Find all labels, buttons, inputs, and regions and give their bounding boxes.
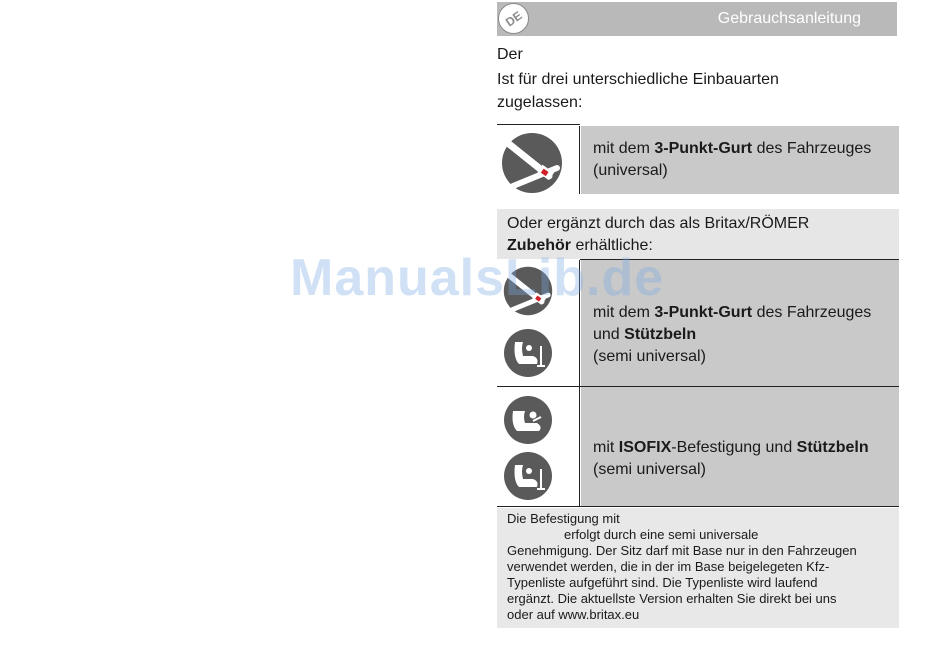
footnote-line6: ergänzt. Die aktuellste Version erhalten Sie direkt bei uns xyxy=(507,591,837,606)
support-leg-icon xyxy=(503,451,553,501)
row-semi-isofix xyxy=(497,387,899,506)
language-badge-label: DE xyxy=(502,7,525,30)
footnote-line4: verwendet werden, die in der im Base beigelegeten Kfz- xyxy=(507,559,830,574)
footnote-line5: Typenliste aufgeführt sind. Die Typenliste wird laufend xyxy=(507,575,818,590)
text: mit dem xyxy=(593,140,655,157)
accessory-line1: Oder ergänzt durch das als Britax/RÖMER xyxy=(507,215,810,232)
row-semi-belt-line3: (semi universal) xyxy=(593,348,706,365)
text-bold: ISOFIX xyxy=(618,439,672,456)
seatbelt-icon xyxy=(501,132,563,194)
text-bold: 3-Punkt-Gurt xyxy=(654,304,753,321)
text: des Fahrzeuges xyxy=(752,304,872,321)
divider xyxy=(497,124,580,125)
footnote-box xyxy=(497,508,899,628)
divider xyxy=(579,126,580,194)
footnote-line1: Die Befestigung mit xyxy=(507,511,620,526)
row-universal-line2: (universal) xyxy=(593,162,668,179)
text-bold: Zubehör xyxy=(507,237,571,254)
text: und xyxy=(593,326,625,343)
intro-line-3: zugelassen: xyxy=(497,94,583,111)
row-semi-isofix-line2: (semi universal) xyxy=(593,461,706,478)
footnote-line2: erfolgt durch eine semi universale xyxy=(564,527,759,542)
language-badge xyxy=(498,3,529,34)
text: mit dem xyxy=(593,304,655,321)
text: mit xyxy=(593,439,619,456)
footnote-line3: Genehmigung. Der Sitz darf mit Base nur in den Fahrzeugen xyxy=(507,543,857,558)
intro-line-2: Ist für drei unterschiedliche Einbauarten xyxy=(497,71,779,88)
text-bold: 3-Punkt-Gurt xyxy=(654,140,753,157)
footnote-line7: oder auf www.britax.eu xyxy=(507,607,640,622)
header-title: Gebrauchsanleitung xyxy=(717,10,861,27)
text-bold: Stützbeln xyxy=(624,326,697,343)
isofix-icon xyxy=(503,395,553,445)
divider xyxy=(497,506,899,507)
row-semi-isofix-text xyxy=(581,387,899,506)
header-bar xyxy=(497,2,897,36)
divider xyxy=(579,387,580,506)
icon-column xyxy=(497,387,581,506)
text: erhältliche: xyxy=(571,237,653,254)
row-universal-text xyxy=(581,126,899,194)
support-leg-icon xyxy=(503,328,553,378)
intro-line-1: Der xyxy=(497,46,523,63)
row-universal xyxy=(497,126,899,194)
text: des Fahrzeuges xyxy=(752,140,872,157)
footnote-text xyxy=(507,511,892,623)
row-semi-belt-line2 xyxy=(593,324,696,346)
watermark: ManualsLib.de xyxy=(290,249,665,307)
icon-column xyxy=(497,126,581,194)
text-bold: Stützbeln xyxy=(796,439,869,456)
row-universal-line1 xyxy=(593,138,871,160)
row-semi-isofix-line1 xyxy=(593,437,869,459)
text: -Befestigung und xyxy=(671,439,797,456)
